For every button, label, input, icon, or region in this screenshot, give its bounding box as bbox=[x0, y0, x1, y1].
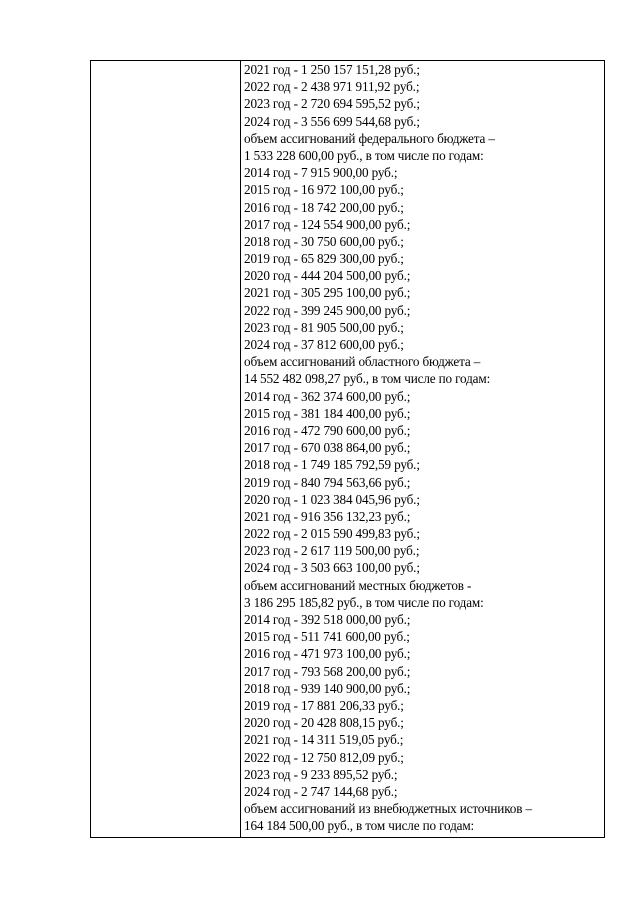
text-line: 2015 год - 381 184 400,00 руб.; bbox=[244, 405, 411, 421]
text-line: 2016 год - 472 790 600,00 руб.; bbox=[244, 422, 411, 438]
text-line: 2024 год - 37 812 600,00 руб.; bbox=[244, 337, 404, 352]
text-line: 1 533 228 600,00 руб., в том числе по годам: bbox=[244, 147, 484, 163]
text-line: объем ассигнований федерального бюджета – bbox=[244, 130, 495, 146]
text-line: 2023 год - 9 233 895,52 руб.; bbox=[244, 766, 398, 782]
text-line: 2018 год - 939 140 900,00 руб.; bbox=[244, 680, 411, 696]
text-line: 2014 год - 362 374 600,00 руб.; bbox=[244, 388, 411, 404]
text-line: 2018 год - 30 750 600,00 руб.; bbox=[244, 233, 404, 249]
text-line: объем ассигнований из внебюджетных источников – bbox=[244, 801, 532, 817]
text-line: 2021 год - 14 311 519,05 руб.; bbox=[244, 732, 404, 748]
text-line: 2015 год - 16 972 100,00 руб.; bbox=[244, 182, 404, 198]
text-line: 2024 год - 2 747 144,68 руб.; bbox=[244, 783, 398, 799]
text-line: объем ассигнований областного бюджета – bbox=[244, 354, 481, 370]
text-line: 2015 год - 511 741 600,00 руб.; bbox=[244, 629, 410, 645]
table-value-cell bbox=[241, 61, 604, 837]
text-line: 2022 год - 399 245 900,00 руб.; bbox=[244, 302, 411, 318]
text-line: 2014 год - 392 518 000,00 руб.; bbox=[244, 612, 411, 627]
text-line: 2024 год - 3 503 663 100,00 руб.; bbox=[244, 560, 420, 576]
text-line: 2020 год - 1 023 384 045,96 руб.; bbox=[244, 491, 420, 507]
text-line: 2016 год - 471 973 100,00 руб.; bbox=[244, 646, 411, 662]
text-line: 2019 год - 17 881 206,33 руб.; bbox=[244, 697, 404, 713]
text-line: 2022 год - 12 750 812,09 руб.; bbox=[244, 749, 404, 765]
text-line: 3 186 295 185,82 руб., в том числе по годам: bbox=[244, 594, 484, 610]
text-line: 2022 год - 2 015 590 499,83 руб.; bbox=[244, 526, 420, 542]
table-label-cell bbox=[91, 61, 241, 837]
text-line: 14 552 482 098,27 руб., в том числе по годам: bbox=[244, 371, 491, 387]
text-line: 2023 год - 81 905 500,00 руб.; bbox=[244, 319, 404, 335]
text-line: 2024 год - 3 556 699 544,68 руб.; bbox=[244, 113, 420, 129]
text-line: 2021 год - 1 250 157 151,28 руб.; bbox=[244, 62, 420, 77]
text-line: 2022 год - 2 438 971 911,92 руб.; bbox=[244, 79, 420, 95]
text-line: 2021 год - 305 295 100,00 руб.; bbox=[244, 285, 411, 301]
text-line: 164 184 500,00 руб., в том числе по годам: bbox=[244, 818, 475, 834]
text-line: 2019 год - 65 829 300,00 руб.; bbox=[244, 251, 404, 267]
text-line: 2023 год - 2 617 119 500,00 руб.; bbox=[244, 543, 420, 559]
text-line: 2018 год - 1 749 185 792,59 руб.; bbox=[244, 457, 420, 473]
text-line: 2017 год - 793 568 200,00 руб.; bbox=[244, 663, 411, 679]
text-line: 2014 год - 7 915 900,00 руб.; bbox=[244, 165, 398, 181]
text-line: 2020 год - 20 428 808,15 руб.; bbox=[244, 715, 404, 731]
text-line: 2016 год - 18 742 200,00 руб.; bbox=[244, 199, 404, 215]
text-line: объем ассигнований местных бюджетов - bbox=[244, 577, 472, 593]
text-line: 2019 год - 840 794 563,66 руб.; bbox=[244, 474, 411, 490]
text-line: 2020 год - 444 204 500,00 руб.; bbox=[244, 268, 411, 284]
text-line: 2017 год - 670 038 864,00 руб.; bbox=[244, 440, 411, 456]
text-line: 2021 год - 916 356 132,23 руб.; bbox=[244, 508, 411, 524]
text-line: 2023 год - 2 720 694 595,52 руб.; bbox=[244, 96, 420, 112]
text-line: 2017 год - 124 554 900,00 руб.; bbox=[244, 216, 411, 232]
budget-table bbox=[90, 60, 605, 838]
